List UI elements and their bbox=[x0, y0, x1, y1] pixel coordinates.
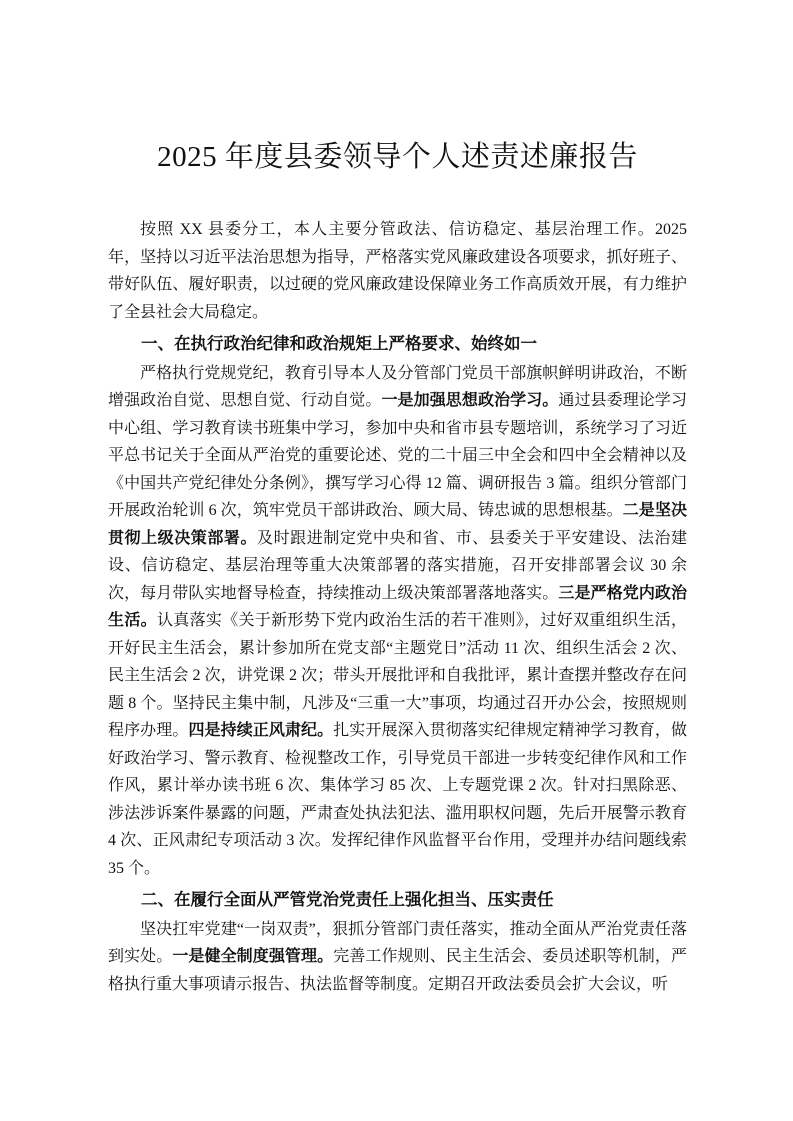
section-heading bbox=[108, 886, 687, 914]
text-run: 按照 XX 县委分工，本人主要分管政法、信访稳定、基层治理工作。2025 年，坚持以习近平法治思想为指导，严格落实党风廉政建设各项要求，抓好班子、带好队伍、履好职责，以过硬的党风廉政建设保障业务工作高质效开展，有力维护了全县社会大局稳定。 bbox=[108, 221, 687, 321]
text-run: 严格执行党规党纪，教育引导本人及分管部门党员干部旗帜鲜明讲政治，不断增强政治自觉、思想自觉、行动自觉。 bbox=[108, 364, 687, 409]
document-body bbox=[108, 216, 687, 998]
paragraph bbox=[108, 360, 687, 883]
bold-text-run: 一是健全制度强管理。 bbox=[172, 948, 334, 965]
paragraph bbox=[108, 216, 687, 326]
text-run: 通过县委理论学习中心组、学习教育读书班集中学习，参加中央和省市县专题培训，系统学习了习近平总书记关于全面从严治党的重要论述、党的二十届三中全会和四中全会精神以及《中国共产党纪律处分条例》，撰写学习心得 12 篇、调研报告 3 篇。组织分管部门开展政治轮训 6 次，筑牢党员干部讲政治、顾大局、铸忠诚的思想根基。 bbox=[108, 392, 687, 519]
bold-text-run: 一、在执行政治纪律和政治规矩上严格要求、始终如一 bbox=[141, 334, 537, 353]
bold-text-run: 三是严格党内政治生活。 bbox=[108, 584, 687, 629]
bold-text-run: 四是持续正风肃纪。 bbox=[188, 722, 334, 739]
text-run: 完善工作规则、民主生活会、委员述职等机制，严格执行重大事项请示报告、执法监督等制度。定期召开政法委员会扩大会议，听 bbox=[108, 948, 687, 993]
bold-text-run: 二、在履行全面从严管党治党责任上强化担当、压实责任 bbox=[141, 890, 554, 909]
text-run: 及时跟进制定党中央和省、市、县委关于平安建设、法治建设、信访稳定、基层治理等重大决策部署的落实措施，召开安排部署会议 30 余次，每月带队实地督导检查，持续推动上级决策部署落地落实。 bbox=[108, 529, 687, 602]
bold-text-run: 二是坚决贯彻上级决策部署。 bbox=[108, 502, 687, 547]
text-run: 认真落实《关于新形势下党内政治生活的若干准则》，过好双重组织生活，开好民主生活会，累计参加所在党支部“主题党日”活动 11 次、组织生活会 2 次、民主生活会 2 次，讲党课 2 次；带头开展批评和自我批评，累计查摆并整改存在问题 8 个。坚持民主集中制，凡涉及“三重一大”事项，均通过召开办公会，按照规则程序办理。 bbox=[108, 612, 687, 739]
document-title: 2025 年度县委领导个人述责述廉报告 bbox=[157, 141, 638, 173]
bold-text-run: 一是加强思想政治学习。 bbox=[381, 392, 559, 409]
section-heading bbox=[108, 330, 687, 358]
text-run: 扎实开展深入贯彻落实纪律规定精神学习教育，做好政治学习、警示教育、检视整改工作，引导党员干部进一步转变纪律作风和工作作风，累计举办读书班 6 次、集体学习 85 次、上专题党课 2 次。针对扫黑除恶、涉法涉诉案件暴露的问题，严肃查处执法犯法、滥用职权问题，先后开展警示教育 4 次、正风肃纪专项活动 3 次。发挥纪律作风监督平台作用，受理并办结问题线索 35 个。 bbox=[108, 722, 687, 877]
paragraph bbox=[108, 916, 687, 999]
text-run: 坚决扛牢党建“一岗双责”，狠抓分管部门责任落实，推动全面从严治党责任落到实处。 bbox=[108, 920, 687, 965]
